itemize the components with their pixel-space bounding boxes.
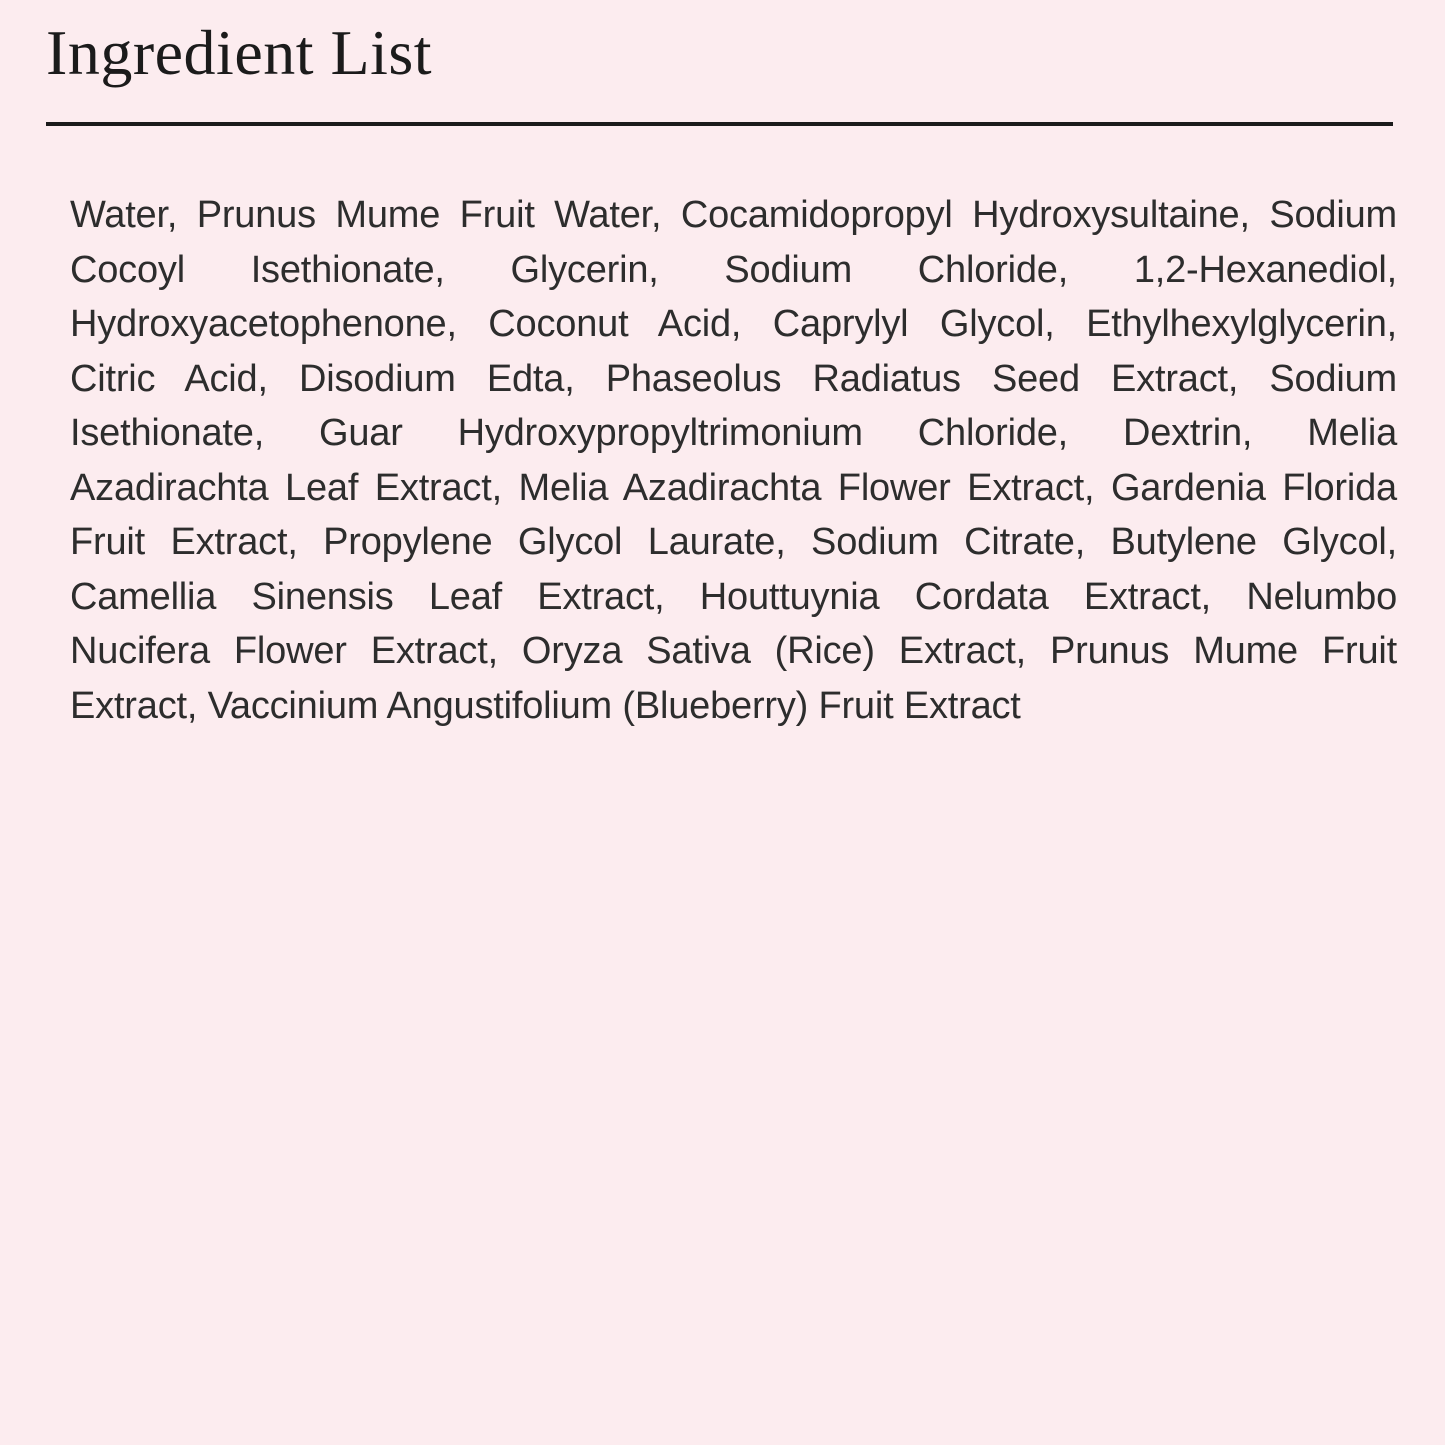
ingredient-list-text <box>70 188 1397 733</box>
title-divider <box>46 122 1393 126</box>
ingredient-line: Isethionate, Guar Hydroxypropyltrimonium Chloride, Dextrin, Melia <box>70 412 1397 454</box>
ingredient-line: Cocoyl Isethionate, Glycerin, Sodium Chloride, 1,2-Hexanediol, <box>70 248 1397 291</box>
ingredient-line: Camellia Sinensis Leaf Extract, Houttuynia Cordata Extract, Nelumbo <box>70 575 1397 618</box>
page-title: Ingredient List <box>46 17 433 88</box>
ingredient-line: Fruit Extract, Propylene Glycol Laurate, Sodium Citrate, Butylene Glycol, <box>70 521 1397 563</box>
ingredient-line: Azadirachta Leaf Extract, Melia Azadirachta Flower Extract, Gardenia Florida <box>70 466 1397 509</box>
ingredient-line: Hydroxyacetophenone, Coconut Acid, Caprylyl Glycol, Ethylhexylglycerin, <box>70 303 1397 345</box>
ingredient-line: Water, Prunus Mume Fruit Water, Cocamidopropyl Hydroxysultaine, Sodium <box>70 194 1397 236</box>
ingredient-line: Citric Acid, Disodium Edta, Phaseolus Radiatus Seed Extract, Sodium <box>70 357 1397 400</box>
ingredient-line: Nucifera Flower Extract, Oryza Sativa (Rice) Extract, Prunus Mume Fruit <box>70 630 1397 672</box>
ingredient-line: Extract, Vaccinium Angustifolium (Blueberry) Fruit Extract <box>70 684 1021 727</box>
